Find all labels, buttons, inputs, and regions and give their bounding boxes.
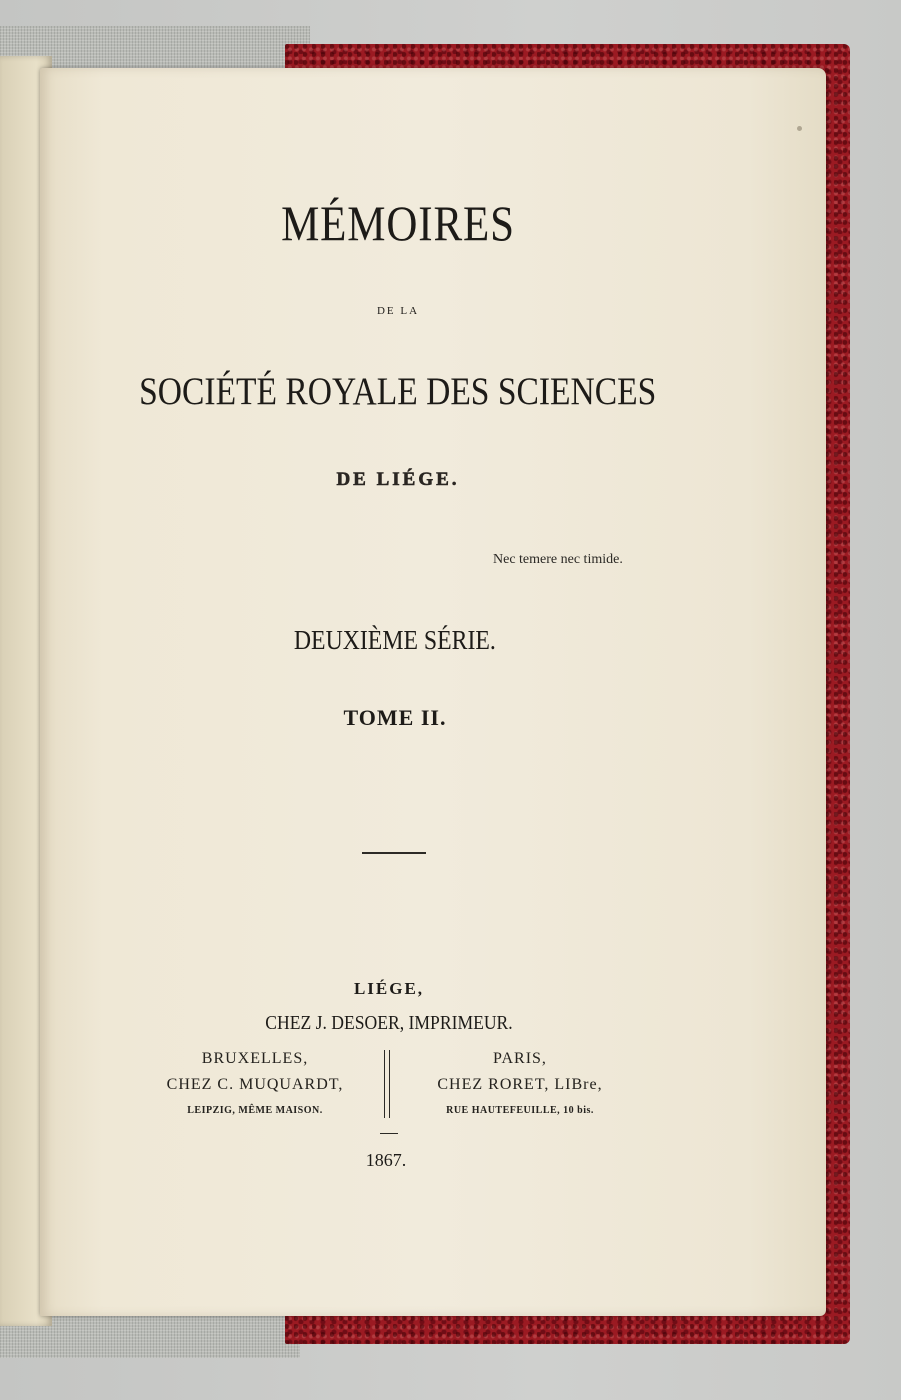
- de-liege-text: DE LIÉGE.: [336, 469, 460, 490]
- series-label: DEUXIÈME SÉRIE.: [293, 625, 496, 655]
- publication-year: 1867.: [365, 1150, 407, 1170]
- main-title: MÉMOIRES: [281, 195, 515, 251]
- column-divider: [384, 1050, 390, 1118]
- short-rule: [380, 1133, 398, 1134]
- horizontal-rule: [362, 852, 426, 854]
- motto: Nec temere nec timide.: [493, 552, 623, 567]
- right-imprint-note: RUE HAUTEFEUILLE, 10 bis.: [446, 1105, 594, 1116]
- left-imprint-publisher: CHEZ C. MUQUARDT,: [166, 1076, 344, 1093]
- left-imprint-column: [140, 1046, 370, 1120]
- right-imprint-publisher: CHEZ RORET, LIBre,: [437, 1076, 603, 1093]
- right-imprint-city: PARIS,: [493, 1050, 547, 1067]
- left-imprint-city: BRUXELLES,: [201, 1050, 309, 1067]
- title-page: [40, 68, 826, 1316]
- imprint-city: LIÉGE,: [353, 979, 425, 998]
- right-imprint-column: [405, 1046, 635, 1120]
- volume-label: TOME II.: [343, 705, 447, 730]
- left-imprint-note: LEIPZIG, MÊME MAISON.: [187, 1105, 323, 1116]
- imprint-printer: CHEZ J. DESOER, IMPRIMEUR.: [265, 1012, 513, 1034]
- paper-spot: [797, 126, 802, 131]
- society-name: SOCIÉTÉ ROYALE DES SCIENCES: [139, 370, 657, 413]
- de-la-text: DE LA: [376, 305, 420, 317]
